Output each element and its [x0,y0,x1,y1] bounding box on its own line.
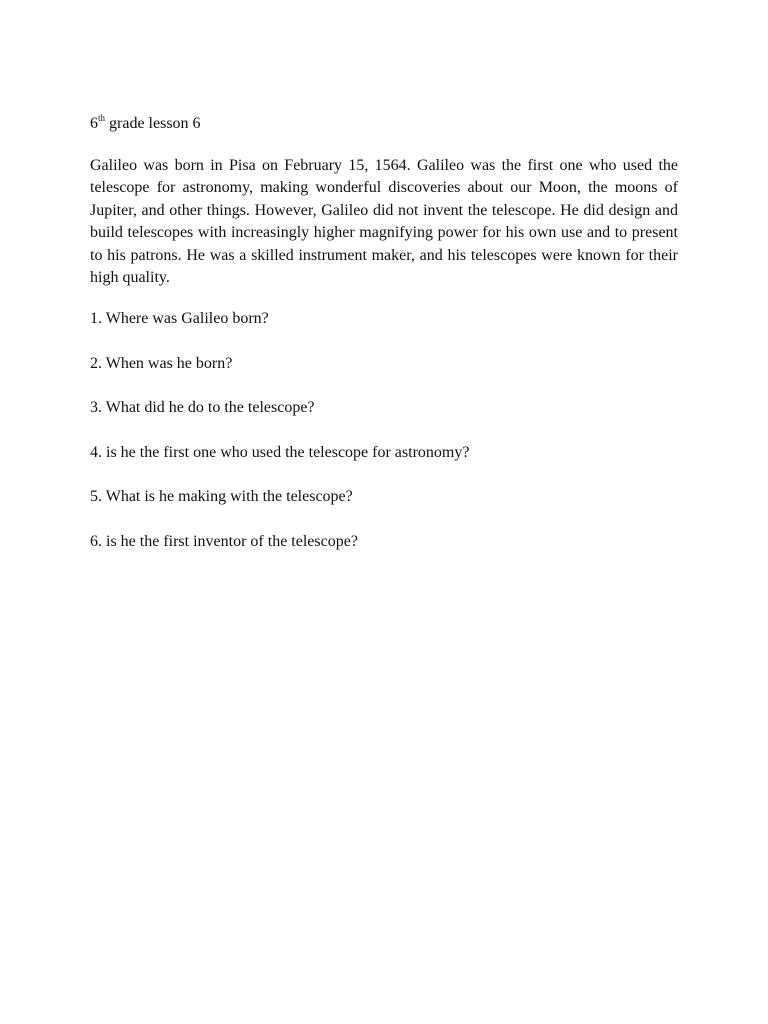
heading-text: grade lesson 6 [105,115,201,132]
document-page [90,113,678,575]
question-item: 2. When was he born? [90,354,233,372]
question-item: 6. is he the first inventor of the telescope? [90,532,358,550]
question-item: 5. What is he making with the telescope? [90,488,353,506]
question-item: 1. Where was Galileo born? [90,310,269,328]
heading-ordinal-suffix: th [98,112,106,123]
question-item: 4. is he the first one who used the telescope for astronomy? [90,443,470,461]
reading-paragraph: Galileo was born in Pisa on February 15, 1564. Galileo was the first one who used the telescope for astronomy, making wonderful discoveries about our Moon, the moons of Jupiter, and other things. However, Galileo did not invent the telescope. He did design and build telescopes with increasingly higher magnifying power for his own use and to present to his patrons. He was a skilled instrument maker, and his telescopes were known for their high quality. [90,157,678,287]
question-item: 3. What did he do to the telescope? [90,399,315,417]
lesson-heading [90,113,678,135]
heading-grade-number: 6 [90,115,98,132]
question-list [90,308,678,553]
